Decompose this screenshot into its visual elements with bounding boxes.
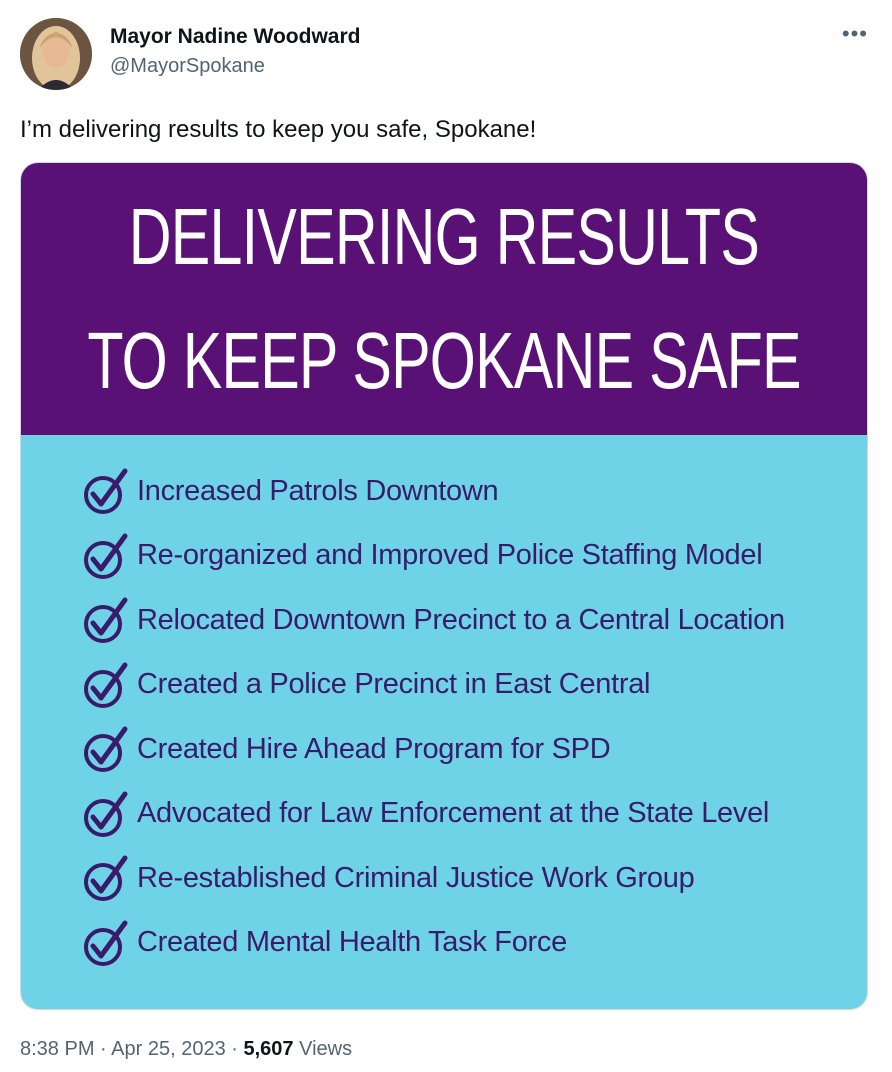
list-item — [81, 459, 847, 524]
tweet-image[interactable] — [20, 162, 868, 1010]
results-list — [81, 459, 847, 975]
more-options-icon[interactable]: ••• — [841, 21, 868, 46]
list-item-text: Created Mental Health Task Force — [137, 926, 567, 959]
tweet-date[interactable]: Apr 25, 2023 — [111, 1038, 226, 1060]
author-handle[interactable]: @MayorSpokane — [110, 55, 265, 77]
check-circle-icon — [81, 659, 133, 711]
check-circle-icon — [81, 723, 133, 775]
check-circle-icon — [81, 917, 133, 969]
meta-separator: · — [100, 1038, 107, 1060]
list-item-text: Advocated for Law Enforcement at the State Level — [137, 797, 770, 830]
tweet-meta — [20, 1036, 352, 1062]
list-item-text: Created Hire Ahead Program for SPD — [137, 732, 611, 765]
list-item — [81, 782, 847, 847]
author-info — [110, 24, 360, 79]
tweet-text: I’m delivering results to keep you safe, Spokane! — [20, 116, 537, 143]
list-item-text: Re-organized and Improved Police Staffing Model — [137, 539, 763, 572]
views-label: Views — [299, 1038, 353, 1060]
list-item-text: Relocated Downtown Precinct to a Central Location — [137, 603, 785, 636]
list-item — [81, 717, 847, 782]
check-circle-icon — [81, 852, 133, 904]
meta-separator: · — [231, 1038, 238, 1060]
list-item — [81, 653, 847, 718]
banner-line-1: DELIVERING RESULTS — [128, 192, 760, 281]
list-item — [81, 846, 847, 911]
list-item — [81, 911, 847, 976]
tweet-header — [20, 18, 872, 90]
banner-line-2: TO KEEP SPOKANE SAFE — [87, 316, 801, 405]
check-circle-icon — [81, 530, 133, 582]
check-circle-icon — [81, 788, 133, 840]
list-item-text: Created a Police Precinct in East Central — [137, 668, 651, 701]
list-item-text: Re-established Criminal Justice Work Group — [137, 861, 695, 894]
avatar[interactable] — [20, 18, 92, 90]
list-item-text: Increased Patrols Downtown — [137, 474, 499, 507]
views-count: 5,607 — [243, 1038, 294, 1060]
author-display-name[interactable]: Mayor Nadine Woodward — [110, 25, 361, 48]
check-circle-icon — [81, 594, 133, 646]
image-banner — [21, 163, 867, 435]
list-item — [81, 588, 847, 653]
list-item — [81, 524, 847, 589]
profile-photo-icon — [20, 18, 92, 90]
tweet-time[interactable]: 8:38 PM — [20, 1038, 95, 1060]
check-circle-icon — [81, 465, 133, 517]
